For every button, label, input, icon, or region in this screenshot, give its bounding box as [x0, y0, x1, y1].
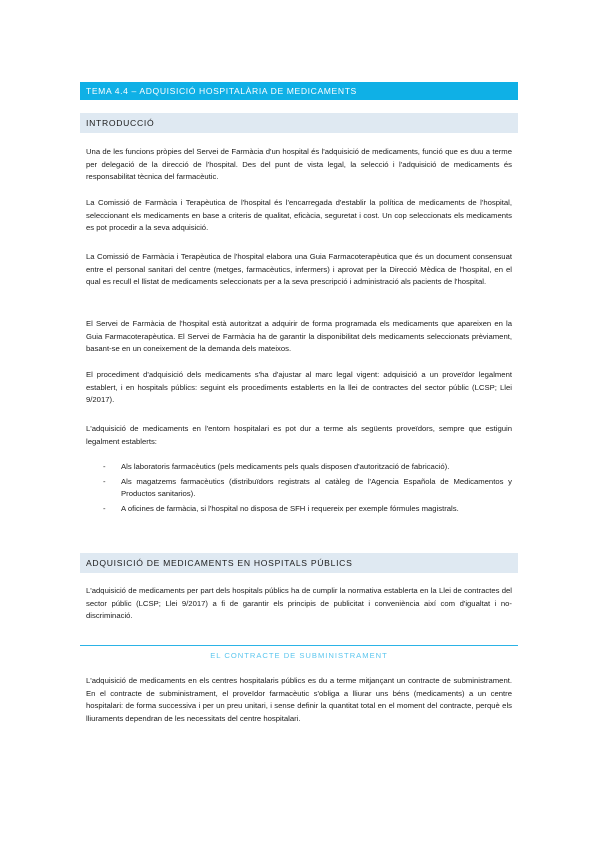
provider-list: [86, 461, 512, 518]
list-item-text: A oficines de farmàcia, si l'hospital no disposa de SFH i requereix per exemple fórmules magistrals.: [121, 504, 459, 514]
list-item: [86, 476, 512, 501]
section-heading-public: ADQUISICIÓ DE MEDICAMENTS EN HOSPITALS PÚBLICS: [80, 553, 518, 573]
list-item: [86, 461, 512, 474]
section-heading-intro: INTRODUCCIÓ: [80, 113, 518, 133]
paragraph: El procediment d'adquisició dels medicaments s'ha d'ajustar al marc legal vigent: adquisició a un proveïdor legalment establert, i en hospitals públics: seguint els procediments establerts en la llei de contractes del sector públic (LCSP; Llei 9/2017).: [86, 370, 512, 405]
paragraph: Una de les funcions pròpies del Servei de Farmàcia d'un hospital és l'adquisició de medicaments, funció que es duu a terme per delegació de la direcció de l'hospital. Des del punt de vista legal, la selecció i l'adquisició de medicaments és responsabilitat tècnica del farmacèutic.: [86, 147, 512, 182]
paragraph: L'adquisició de medicaments en els centres hospitalaris públics es du a terme mitjançant un contracte de subministrament. En el contracte de subministrament, el proveïdor farmacèutic s'obliga a lliurar uns béns (medicaments) a un centre hospitalari: de forma successiva i per un preu unitari, i sense definir la quantitat total en el moment del contracte, perquè els lliuraments dependran de les necessitats del centre hospitalari.: [86, 676, 512, 724]
bullet-marker: -: [103, 476, 106, 486]
bullet-marker: -: [103, 504, 106, 514]
paragraph: L'adquisició de medicaments per part dels hospitals públics ha de cumplir la normativa establerta en la Llei de contractes del sector públic (LCSP; Llei 9/2017) a fi de garantir els principis de publicitat i conveniència així com d'igualtat i no-discriminació.: [86, 586, 512, 621]
paragraph: El Servei de Farmàcia de l'hospital està autoritzat a adquirir de forma programada els medicaments que apareixen en la Guia Farmacoterapèutica. El Servei de Farmàcia ha de garantir la disponibilitat dels medicaments seleccionats prèviament, basant-se en un coneixement de la demanda dels mateixos.: [86, 319, 512, 354]
document-title: TEMA 4.4 – ADQUISICIÓ HOSPITALÀRIA DE MEDICAMENTS: [80, 82, 518, 100]
paragraph: La Comissió de Farmàcia i Terapèutica de l'hospital elabora una Guia Farmacoterapèutica que és un document consensuat entre el personal sanitari del centre (metges, farmacèutics, infermers) i aprovat per la Direcció Mèdica de l'hospital, en el qual es recull el llistat de medicaments seleccionats per a la seva prescripció i administració als pacients de l'hospital.: [86, 252, 512, 287]
list-item-text: Als magatzems farmacèutics (distribuïdors registrats al catàleg de l'Agencia Española de Medicamentos y Productos sanitarios).: [121, 476, 512, 499]
list-item: [86, 503, 512, 516]
subsection-heading-contract: EL CONTRACTE DE SUBMINISTRAMENT: [80, 645, 518, 659]
list-item-text: Als laboratoris farmacèutics (pels medicaments pels quals disposen d'autorització de fabricació).: [121, 462, 450, 471]
paragraph: L'adquisició de medicaments en l'entorn hospitalari es pot dur a terme als següents proveïdors, sempre que estiguin legalment establerts:: [86, 424, 512, 446]
bullet-marker: -: [103, 462, 106, 471]
paragraph: La Comissió de Farmàcia i Terapèutica de l'hospital és l'encarregada d'establir la política de medicaments de l'hospital, seleccionant els medicaments en base a criteris de qualitat, eficàcia, seguretat i cost. Un cop seleccionats els medicaments es pot procedir a la seva adquisició.: [86, 198, 512, 233]
